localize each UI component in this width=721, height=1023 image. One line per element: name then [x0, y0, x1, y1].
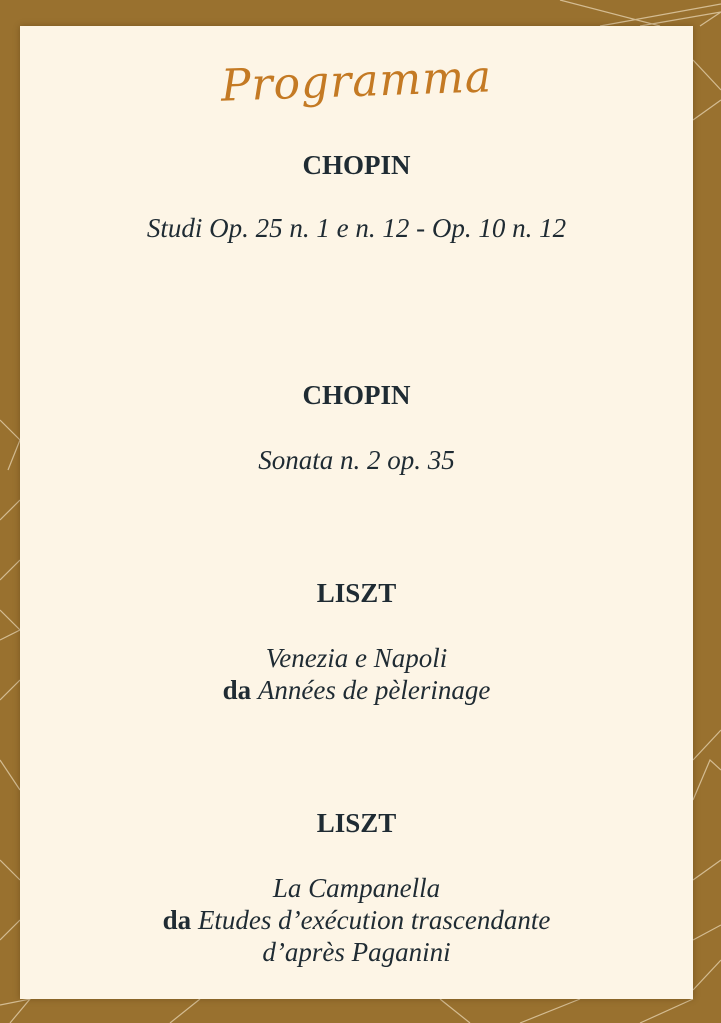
composer-name: CHOPIN	[302, 150, 411, 180]
program-panel	[20, 26, 693, 999]
composer-name: LISZT	[316, 808, 397, 838]
work-title: Venezia e Napoli da Années de pèlerinage	[222, 643, 491, 705]
work-title: Sonata n. 2 op. 35	[258, 445, 455, 475]
work-title: La Campanella da Etudes d’exécution trascendante d’après Paganini	[162, 873, 551, 967]
composer-name: LISZT	[316, 578, 397, 608]
work-title: Studi Op. 25 n. 1 e n. 12 - Op. 10 n. 12	[146, 213, 567, 243]
page-title: Programma	[220, 51, 493, 112]
composer-name: CHOPIN	[302, 380, 411, 410]
